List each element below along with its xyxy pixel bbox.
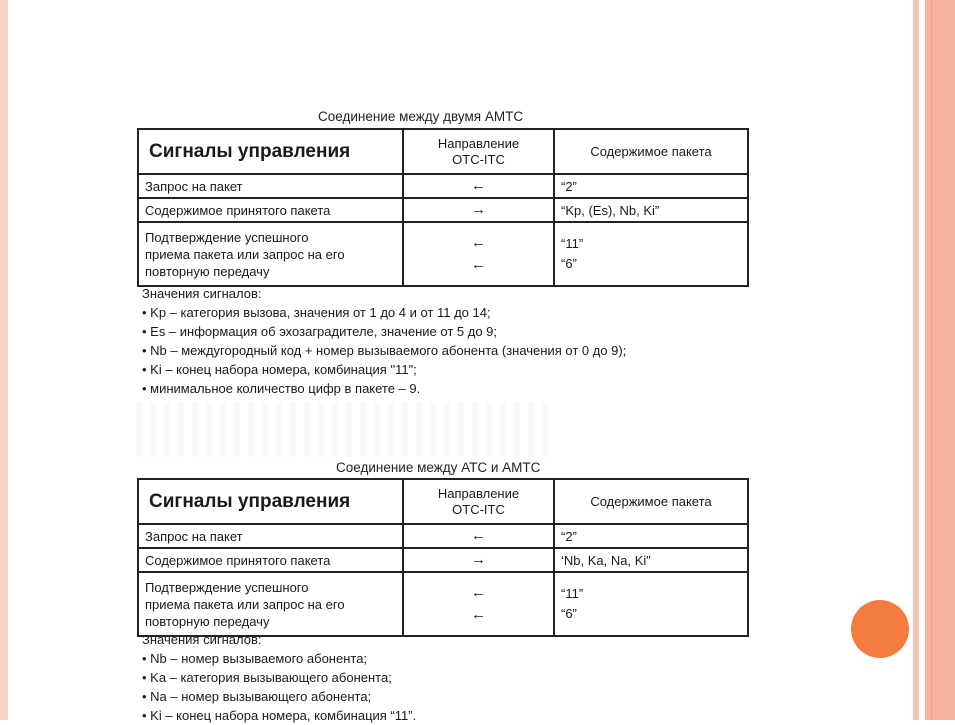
row-direction-arrow: →	[403, 548, 554, 572]
note-item: • минимальное количество цифр в пакете – 9.	[142, 381, 421, 396]
notes-title: Значения сигналов:	[142, 286, 262, 301]
row-direction-arrow: ←	[403, 524, 554, 548]
row-signal: Содержимое принятого пакета	[138, 198, 403, 222]
section2-caption: Соединение между АТС и АМТС	[336, 460, 541, 475]
section1-caption: Соединение между двумя АМТС	[318, 109, 524, 124]
accent-circle	[851, 600, 909, 658]
section2-notes	[142, 630, 416, 725]
row-signal: Подтверждение успешного приема пакета или запрос на его повторную передачу	[138, 222, 403, 286]
row-content: “11” “6”	[554, 572, 748, 636]
row-content: “2”	[554, 174, 748, 198]
note-item: • Ki – конец набора номера, комбинация “11”.	[142, 708, 417, 723]
note-item: • Ki – конец набора номера, комбинация "11";	[142, 362, 417, 377]
note-item: • Es – информация об эхозаградителе, значение от 5 до 9;	[142, 324, 497, 339]
row-direction-arrow: ← ←	[403, 572, 554, 636]
row-content: “11” “6”	[554, 222, 748, 286]
row-signal: Содержимое принятого пакета	[138, 548, 403, 572]
note-item: • Nb – номер вызываемого абонента;	[142, 651, 368, 666]
row-signal: Подтверждение успешного приема пакета или запрос на его повторную передачу	[138, 572, 403, 636]
section1-notes	[142, 284, 626, 398]
header-content: Содержимое пакета	[554, 129, 748, 174]
row-direction-arrow: ← ←	[403, 222, 554, 286]
row-content: “Kp, (Es), Nb, Ki”	[554, 198, 748, 222]
notes-title: Значения сигналов:	[142, 632, 262, 647]
section2-table	[137, 478, 749, 637]
row-signal: Запрос на пакет	[138, 174, 403, 198]
row-signal: Запрос на пакет	[138, 524, 403, 548]
scan-noise	[136, 402, 556, 457]
header-direction: Направление ОТС-ІТС	[403, 479, 554, 524]
row-direction-arrow: →	[403, 198, 554, 222]
row-direction-arrow: ←	[403, 174, 554, 198]
note-item: • Kp – категория вызова, значения от 1 до 4 и от 11 до 14;	[142, 305, 491, 320]
header-content: Содержимое пакета	[554, 479, 748, 524]
slide-frame-right-line	[931, 0, 932, 720]
note-item: • Ka – категория вызывающего абонента;	[142, 670, 392, 685]
section1-table	[137, 128, 749, 287]
header-signals: Сигналы управления	[138, 129, 403, 174]
row-content: ‘Nb, Ka, Na, Ki”	[554, 548, 748, 572]
header-signals: Сигналы управления	[138, 479, 403, 524]
note-item: • Nb – междугородный код + номер вызываемого абонента (значения от 0 до 9);	[142, 343, 627, 358]
header-direction: Направление ОТС-ІТС	[403, 129, 554, 174]
note-item: • Na – номер вызывающего абонента;	[142, 689, 372, 704]
row-content: “2”	[554, 524, 748, 548]
slide-frame-right-outer	[925, 0, 955, 720]
slide-frame-left	[0, 0, 8, 720]
